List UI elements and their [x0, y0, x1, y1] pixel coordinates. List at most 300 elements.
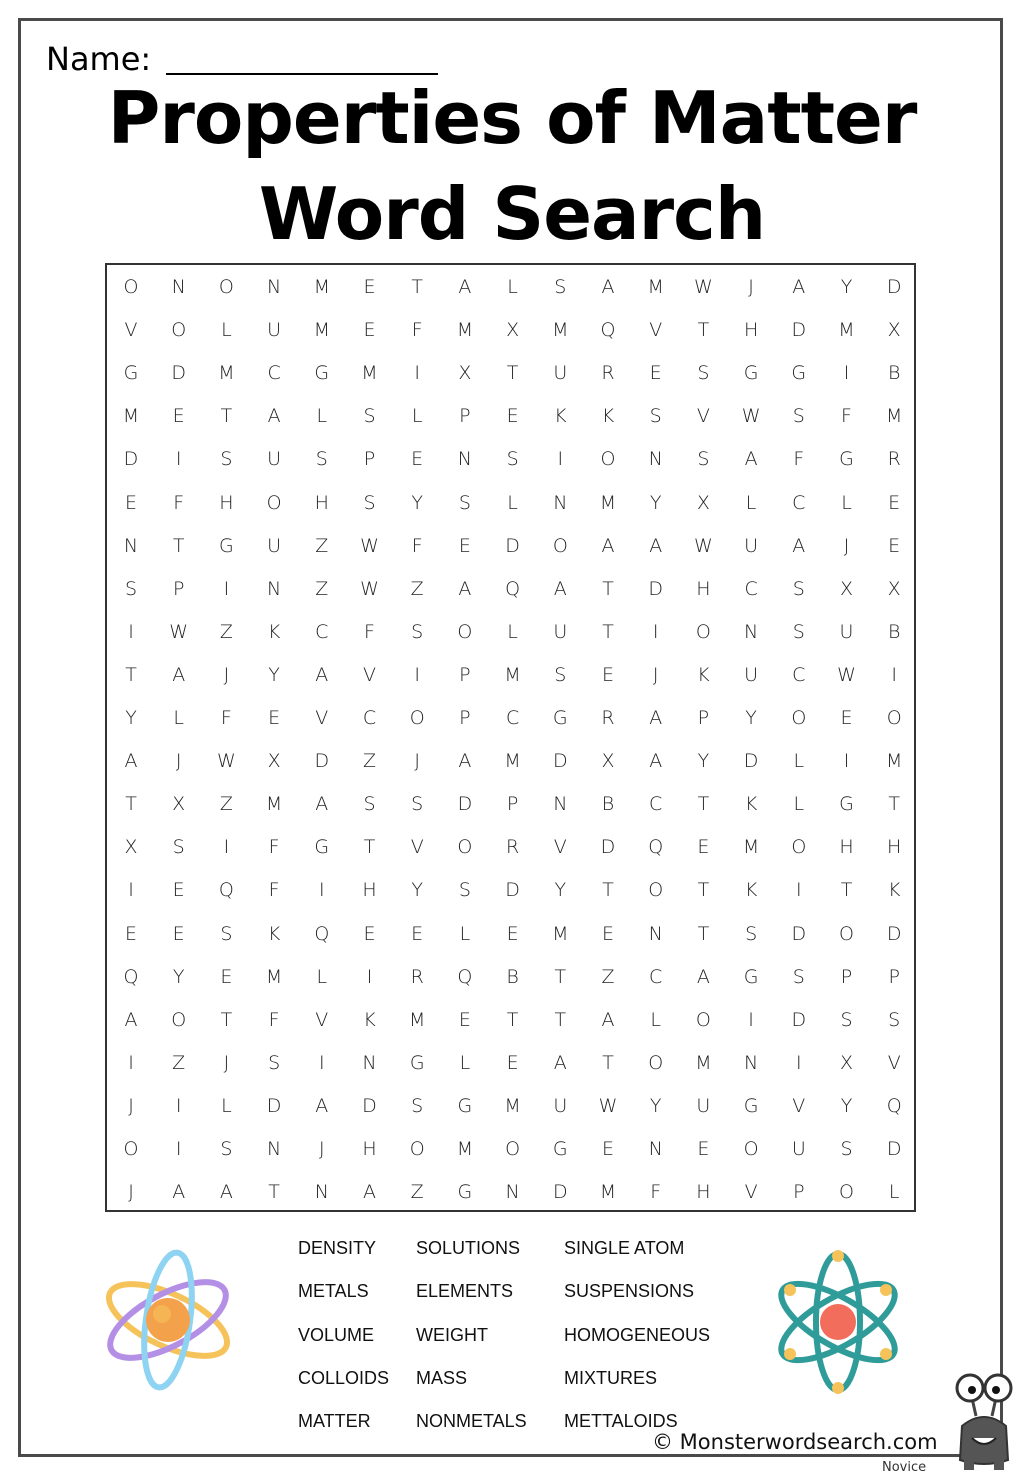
grid-letter[interactable]: A [458, 276, 472, 298]
grid-letter[interactable]: C [744, 577, 758, 600]
grid-letter[interactable]: G [791, 362, 807, 385]
grid-letter[interactable]: M [313, 276, 330, 298]
grid-letter[interactable]: A [315, 1094, 329, 1117]
grid-letter[interactable]: S [506, 448, 519, 471]
grid-letter[interactable]: Z [315, 577, 329, 600]
grid-letter[interactable]: T [220, 1008, 233, 1031]
grid-letter[interactable]: U [267, 534, 282, 557]
grid-letter[interactable]: D [171, 362, 186, 385]
grid-letter[interactable]: E [506, 1051, 519, 1074]
grid-letter[interactable]: E [411, 922, 424, 945]
grid-letter[interactable]: K [697, 663, 710, 686]
grid-letter[interactable]: E [172, 879, 185, 902]
grid-letter[interactable]: N [505, 1181, 520, 1204]
grid-letter[interactable]: P [506, 793, 519, 816]
grid-letter[interactable]: G [743, 362, 759, 385]
grid-letter[interactable]: L [316, 965, 328, 988]
grid-letter[interactable]: S [411, 1094, 424, 1117]
grid-letter[interactable]: W [598, 1094, 618, 1117]
grid-letter[interactable]: N [553, 491, 568, 514]
grid-letter[interactable]: A [315, 663, 329, 686]
grid-letter[interactable]: G [219, 534, 234, 557]
grid-letter[interactable]: G [457, 1181, 473, 1204]
grid-letter[interactable]: K [554, 405, 567, 428]
grid-letter[interactable]: A [649, 707, 663, 729]
grid-letter[interactable]: N [648, 922, 663, 945]
grid-letter[interactable]: L [173, 707, 184, 729]
grid-letter[interactable]: O [791, 836, 807, 859]
grid-letter[interactable]: M [552, 922, 569, 945]
grid-letter[interactable]: R [601, 362, 615, 385]
grid-letter[interactable]: E [888, 491, 901, 514]
grid-letter[interactable]: Q [314, 922, 330, 945]
grid-letter[interactable]: O [123, 1138, 139, 1160]
grid-letter[interactable]: P [793, 1181, 805, 1204]
grid-letter[interactable]: K [887, 879, 901, 902]
grid-letter[interactable]: A [553, 577, 567, 600]
grid-letter[interactable]: L [221, 319, 232, 342]
grid-letter[interactable]: M [361, 362, 378, 385]
grid-letter[interactable]: F [841, 405, 852, 428]
grid-letter[interactable]: J [223, 663, 230, 686]
grid-letter[interactable]: F [268, 1008, 280, 1031]
grid-letter[interactable]: N [123, 534, 139, 557]
grid-letter[interactable]: E [220, 965, 233, 988]
grid-letter[interactable]: F [173, 491, 185, 514]
grid-letter[interactable]: T [602, 620, 614, 643]
grid-letter[interactable]: Y [649, 491, 662, 514]
grid-letter[interactable]: Y [268, 663, 280, 686]
grid-letter[interactable]: I [318, 1051, 325, 1074]
grid-letter[interactable]: X [267, 750, 281, 773]
grid-letter[interactable]: L [507, 491, 518, 514]
grid-letter[interactable]: F [268, 836, 280, 859]
grid-letter[interactable]: D [123, 448, 139, 471]
grid-letter[interactable]: V [124, 319, 138, 342]
grid-letter[interactable]: E [697, 1138, 710, 1160]
grid-letter[interactable]: M [265, 965, 283, 988]
grid-letter[interactable]: E [840, 707, 853, 729]
grid-letter[interactable]: O [457, 836, 473, 859]
grid-letter[interactable]: M [885, 405, 903, 428]
grid-letter[interactable]: E [697, 836, 710, 859]
grid-letter[interactable]: I [795, 1051, 802, 1074]
grid-letter[interactable]: E [649, 362, 662, 385]
grid-letter[interactable]: D [505, 534, 520, 557]
grid-letter[interactable]: P [459, 663, 471, 686]
grid-letter[interactable]: V [744, 1181, 758, 1204]
grid-letter[interactable]: X [601, 750, 615, 773]
grid-letter[interactable]: O [648, 879, 664, 902]
grid-letter[interactable]: E [363, 276, 376, 298]
grid-letter[interactable]: R [410, 965, 424, 988]
grid-letter[interactable]: A [649, 750, 663, 773]
grid-letter[interactable]: O [839, 1181, 854, 1204]
grid-letter[interactable]: W [693, 534, 713, 557]
grid-letter[interactable]: S [745, 922, 758, 945]
grid-letter[interactable]: A [649, 534, 663, 557]
grid-letter[interactable]: M [838, 319, 855, 342]
grid-letter[interactable]: T [268, 1181, 280, 1204]
grid-letter[interactable]: N [553, 793, 568, 816]
grid-letter[interactable]: I [223, 836, 230, 859]
name-field-line[interactable] [166, 73, 438, 75]
grid-letter[interactable]: E [506, 405, 519, 428]
grid-letter[interactable]: S [363, 793, 376, 816]
grid-letter[interactable]: D [886, 276, 902, 298]
grid-letter[interactable]: Z [410, 1181, 424, 1204]
grid-letter[interactable]: F [411, 534, 423, 557]
grid-letter[interactable]: H [219, 491, 234, 514]
grid-letter[interactable]: A [363, 1181, 376, 1204]
grid-letter[interactable]: S [792, 577, 805, 600]
grid-letter[interactable]: T [363, 836, 376, 859]
grid-letter[interactable]: V [792, 1094, 806, 1117]
grid-letter[interactable]: E [363, 922, 376, 945]
grid-letter[interactable]: O [791, 707, 807, 729]
grid-letter[interactable]: D [600, 836, 616, 859]
grid-letter[interactable]: C [649, 793, 663, 816]
grid-letter[interactable]: U [696, 1094, 711, 1117]
grid-letter[interactable]: Y [125, 707, 137, 729]
grid-letter[interactable]: W [216, 750, 236, 773]
grid-letter[interactable]: H [362, 1138, 377, 1160]
grid-letter[interactable]: N [362, 1051, 377, 1074]
grid-letter[interactable]: E [363, 319, 376, 342]
grid-letter[interactable]: I [748, 1008, 754, 1031]
grid-letter[interactable]: O [409, 707, 425, 729]
grid-letter[interactable]: W [360, 534, 379, 557]
grid-letter[interactable]: K [267, 620, 281, 643]
grid-letter[interactable]: N [648, 1138, 663, 1160]
grid-letter[interactable]: K [267, 922, 281, 945]
grid-letter[interactable]: F [650, 1181, 662, 1204]
grid-letter[interactable]: Y [411, 491, 423, 514]
grid-letter[interactable]: T [697, 319, 710, 342]
grid-letter[interactable]: E [601, 1138, 614, 1160]
grid-letter[interactable]: M [122, 405, 140, 428]
grid-letter[interactable]: U [267, 448, 282, 471]
grid-letter[interactable]: V [553, 836, 567, 859]
grid-letter[interactable]: A [315, 793, 329, 816]
grid-letter[interactable]: A [124, 1008, 138, 1031]
grid-letter[interactable]: L [459, 1051, 471, 1074]
grid-letter[interactable]: O [886, 707, 902, 729]
grid-letter[interactable]: H [743, 319, 759, 342]
grid-letter[interactable]: D [552, 1181, 568, 1204]
grid-letter[interactable]: Z [362, 750, 377, 773]
grid-letter[interactable]: S [411, 620, 424, 643]
grid-letter[interactable]: A [601, 276, 615, 298]
grid-letter[interactable]: S [124, 577, 138, 600]
grid-letter[interactable]: S [172, 836, 185, 859]
grid-letter[interactable]: K [601, 405, 615, 428]
grid-letter[interactable]: L [411, 405, 423, 428]
grid-letter[interactable]: N [743, 620, 759, 643]
grid-letter[interactable]: I [128, 1051, 134, 1074]
grid-letter[interactable]: G [123, 362, 139, 385]
grid-letter[interactable]: I [175, 1094, 182, 1117]
grid-letter[interactable]: M [552, 319, 569, 342]
grid-letter[interactable]: Z [315, 534, 329, 557]
grid-letter[interactable]: F [220, 707, 232, 729]
grid-letter[interactable]: Q [505, 577, 521, 600]
grid-letter[interactable]: U [553, 362, 568, 385]
grid-letter[interactable]: L [793, 750, 805, 773]
grid-letter[interactable]: Q [648, 836, 664, 859]
grid-letter[interactable]: D [791, 922, 807, 945]
grid-letter[interactable]: S [697, 362, 710, 385]
grid-letter[interactable]: T [506, 1008, 519, 1031]
grid-letter[interactable]: W [360, 577, 379, 600]
grid-letter[interactable]: L [316, 405, 328, 428]
grid-letter[interactable]: O [600, 448, 616, 471]
grid-letter[interactable]: Q [886, 1094, 902, 1117]
grid-letter[interactable]: L [793, 793, 805, 816]
grid-letter[interactable]: I [128, 620, 134, 643]
grid-letter[interactable]: N [457, 448, 472, 471]
grid-letter[interactable]: I [128, 879, 134, 902]
grid-letter[interactable]: E [458, 1008, 471, 1031]
grid-letter[interactable]: R [601, 707, 615, 729]
grid-letter[interactable]: D [314, 750, 330, 773]
grid-letter[interactable]: V [696, 405, 710, 428]
grid-letter[interactable]: S [458, 879, 471, 902]
grid-letter[interactable]: D [362, 1094, 377, 1117]
grid-letter[interactable]: F [268, 879, 280, 902]
grid-letter[interactable]: A [458, 750, 472, 773]
grid-letter[interactable]: A [172, 663, 186, 686]
grid-letter[interactable]: T [554, 1008, 567, 1031]
grid-letter[interactable]: F [364, 620, 375, 643]
grid-letter[interactable]: F [793, 448, 805, 471]
grid-letter[interactable]: X [696, 491, 710, 514]
grid-letter[interactable]: P [363, 448, 376, 471]
grid-letter[interactable]: S [792, 965, 805, 988]
grid-letter[interactable]: N [171, 276, 186, 298]
grid-letter[interactable]: G [314, 836, 330, 859]
grid-letter[interactable]: N [648, 448, 663, 471]
grid-letter[interactable]: I [318, 879, 325, 902]
grid-letter[interactable]: B [887, 362, 901, 385]
grid-letter[interactable]: C [792, 663, 806, 686]
grid-letter[interactable]: D [743, 750, 759, 773]
grid-letter[interactable]: S [792, 405, 805, 428]
grid-letter[interactable]: O [266, 491, 282, 514]
grid-letter[interactable]: X [506, 319, 520, 342]
grid-letter[interactable]: U [839, 620, 854, 643]
grid-letter[interactable]: U [553, 1094, 568, 1117]
grid-letter[interactable]: I [414, 362, 420, 385]
grid-letter[interactable]: N [743, 1051, 759, 1074]
grid-letter[interactable]: D [886, 1138, 902, 1160]
grid-letter[interactable]: S [840, 1008, 853, 1031]
grid-letter[interactable]: J [748, 276, 754, 298]
grid-letter[interactable]: Q [600, 319, 616, 342]
grid-letter[interactable]: M [265, 793, 283, 816]
grid-letter[interactable]: D [648, 577, 663, 600]
grid-letter[interactable]: E [411, 448, 424, 471]
grid-letter[interactable]: E [506, 922, 519, 945]
grid-letter[interactable]: L [459, 922, 471, 945]
grid-letter[interactable]: E [172, 922, 185, 945]
grid-letter[interactable]: H [839, 836, 854, 859]
grid-letter[interactable]: I [843, 750, 850, 773]
grid-letter[interactable]: L [507, 620, 518, 643]
grid-letter[interactable]: M [504, 663, 521, 686]
grid-letter[interactable]: E [172, 405, 185, 428]
grid-letter[interactable]: I [414, 663, 420, 686]
grid-letter[interactable]: O [552, 534, 568, 557]
grid-letter[interactable]: M [599, 491, 617, 514]
grid-letter[interactable]: V [363, 663, 376, 686]
grid-letter[interactable]: K [363, 1008, 376, 1031]
grid-letter[interactable]: J [175, 750, 182, 773]
grid-letter[interactable]: S [554, 276, 567, 298]
grid-letter[interactable]: P [697, 707, 710, 729]
grid-letter[interactable]: K [744, 793, 758, 816]
grid-letter[interactable]: C [792, 491, 806, 514]
grid-letter[interactable]: D [266, 1094, 282, 1117]
grid-letter[interactable]: T [125, 793, 137, 816]
grid-letter[interactable]: N [314, 1181, 329, 1204]
grid-letter[interactable]: A [124, 750, 138, 773]
grid-letter[interactable]: M [218, 362, 235, 385]
grid-letter[interactable]: S [840, 1138, 853, 1160]
grid-letter[interactable]: D [791, 319, 807, 342]
grid-letter[interactable]: O [695, 620, 711, 643]
grid-letter[interactable]: S [220, 1138, 233, 1160]
grid-letter[interactable]: H [362, 879, 377, 902]
grid-letter[interactable]: C [267, 362, 281, 385]
grid-letter[interactable]: Y [554, 879, 567, 902]
grid-letter[interactable]: T [602, 577, 614, 600]
grid-letter[interactable]: I [652, 620, 659, 643]
grid-letter[interactable]: X [887, 577, 901, 600]
grid-letter[interactable]: E [458, 534, 471, 557]
grid-letter[interactable]: Z [172, 1051, 186, 1074]
grid-letter[interactable]: D [457, 793, 473, 816]
grid-letter[interactable]: R [505, 836, 520, 859]
grid-letter[interactable]: Z [219, 620, 233, 643]
grid-letter[interactable]: Y [840, 1094, 853, 1117]
grid-letter[interactable]: D [552, 750, 568, 773]
grid-letter[interactable]: T [840, 879, 853, 902]
grid-letter[interactable]: U [791, 1138, 806, 1160]
grid-letter[interactable]: C [362, 707, 377, 729]
grid-letter[interactable]: S [268, 1051, 281, 1074]
grid-letter[interactable]: W [169, 620, 189, 643]
grid-letter[interactable]: T [602, 1051, 614, 1074]
grid-letter[interactable]: M [408, 1008, 426, 1031]
grid-letter[interactable]: B [601, 793, 615, 816]
grid-letter[interactable]: I [366, 965, 373, 988]
grid-letter[interactable]: O [171, 319, 187, 342]
grid-letter[interactable]: A [601, 534, 615, 557]
grid-letter[interactable]: T [506, 362, 519, 385]
grid-letter[interactable]: Z [410, 577, 424, 600]
grid-letter[interactable]: G [314, 362, 330, 385]
grid-letter[interactable]: I [891, 663, 897, 686]
grid-letter[interactable]: U [744, 663, 759, 686]
grid-letter[interactable]: A [601, 1008, 615, 1031]
grid-letter[interactable]: D [791, 1008, 807, 1031]
grid-letter[interactable]: M [504, 1094, 521, 1117]
grid-letter[interactable]: Q [457, 965, 473, 988]
grid-letter[interactable]: H [314, 491, 329, 514]
grid-letter[interactable]: P [459, 405, 471, 428]
grid-letter[interactable]: S [363, 405, 376, 428]
grid-letter[interactable]: W [693, 276, 713, 298]
grid-letter[interactable]: M [742, 836, 760, 859]
grid-letter[interactable]: V [315, 707, 329, 729]
grid-letter[interactable]: M [885, 750, 903, 773]
grid-letter[interactable]: E [601, 663, 614, 686]
grid-letter[interactable]: P [888, 965, 900, 988]
grid-letter[interactable]: T [697, 793, 710, 816]
grid-letter[interactable]: I [223, 577, 230, 600]
grid-letter[interactable]: L [841, 491, 852, 514]
grid-letter[interactable]: J [223, 1051, 230, 1074]
grid-letter[interactable]: M [695, 1051, 712, 1074]
grid-letter[interactable]: E [124, 922, 137, 945]
grid-letter[interactable]: U [553, 620, 568, 643]
grid-letter[interactable]: E [601, 922, 614, 945]
grid-letter[interactable]: T [602, 879, 614, 902]
grid-letter[interactable]: W [837, 663, 856, 686]
grid-letter[interactable]: Y [697, 750, 710, 773]
grid-letter[interactable]: G [552, 707, 568, 729]
grid-letter[interactable]: T [125, 663, 137, 686]
grid-letter[interactable]: H [696, 577, 711, 600]
grid-letter[interactable]: A [267, 405, 281, 428]
grid-letter[interactable]: I [557, 448, 564, 471]
grid-letter[interactable]: V [649, 319, 663, 342]
grid-letter[interactable]: R [887, 448, 901, 471]
grid-letter[interactable]: M [504, 750, 521, 773]
grid-letter[interactable]: P [459, 707, 471, 729]
grid-letter[interactable]: Q [218, 879, 234, 902]
grid-letter[interactable]: E [124, 491, 137, 514]
grid-letter[interactable]: J [652, 663, 659, 686]
grid-letter[interactable]: G [743, 1094, 759, 1117]
grid-letter[interactable]: D [886, 922, 902, 945]
grid-letter[interactable]: U [744, 534, 759, 557]
grid-letter[interactable]: C [649, 965, 663, 988]
grid-letter[interactable]: L [507, 276, 518, 298]
grid-letter[interactable]: X [839, 1051, 854, 1074]
grid-letter[interactable]: B [887, 620, 901, 643]
grid-letter[interactable]: J [414, 750, 420, 773]
grid-letter[interactable]: P [840, 965, 853, 988]
grid-letter[interactable]: O [505, 1138, 521, 1160]
grid-letter[interactable]: L [888, 1181, 900, 1204]
grid-letter[interactable]: J [843, 534, 850, 557]
grid-letter[interactable]: N [266, 276, 282, 298]
grid-letter[interactable]: O [171, 1008, 187, 1031]
grid-letter[interactable]: O [839, 922, 854, 945]
grid-letter[interactable]: X [887, 319, 901, 342]
grid-letter[interactable]: S [220, 448, 233, 471]
grid-letter[interactable]: V [315, 1008, 329, 1031]
grid-letter[interactable]: S [363, 491, 376, 514]
grid-letter[interactable]: N [266, 1138, 282, 1160]
grid-letter[interactable]: S [220, 922, 233, 945]
grid-letter[interactable]: J [318, 1138, 325, 1160]
grid-letter[interactable]: S [697, 448, 710, 471]
grid-letter[interactable]: X [458, 362, 472, 385]
grid-letter[interactable]: M [456, 319, 474, 342]
